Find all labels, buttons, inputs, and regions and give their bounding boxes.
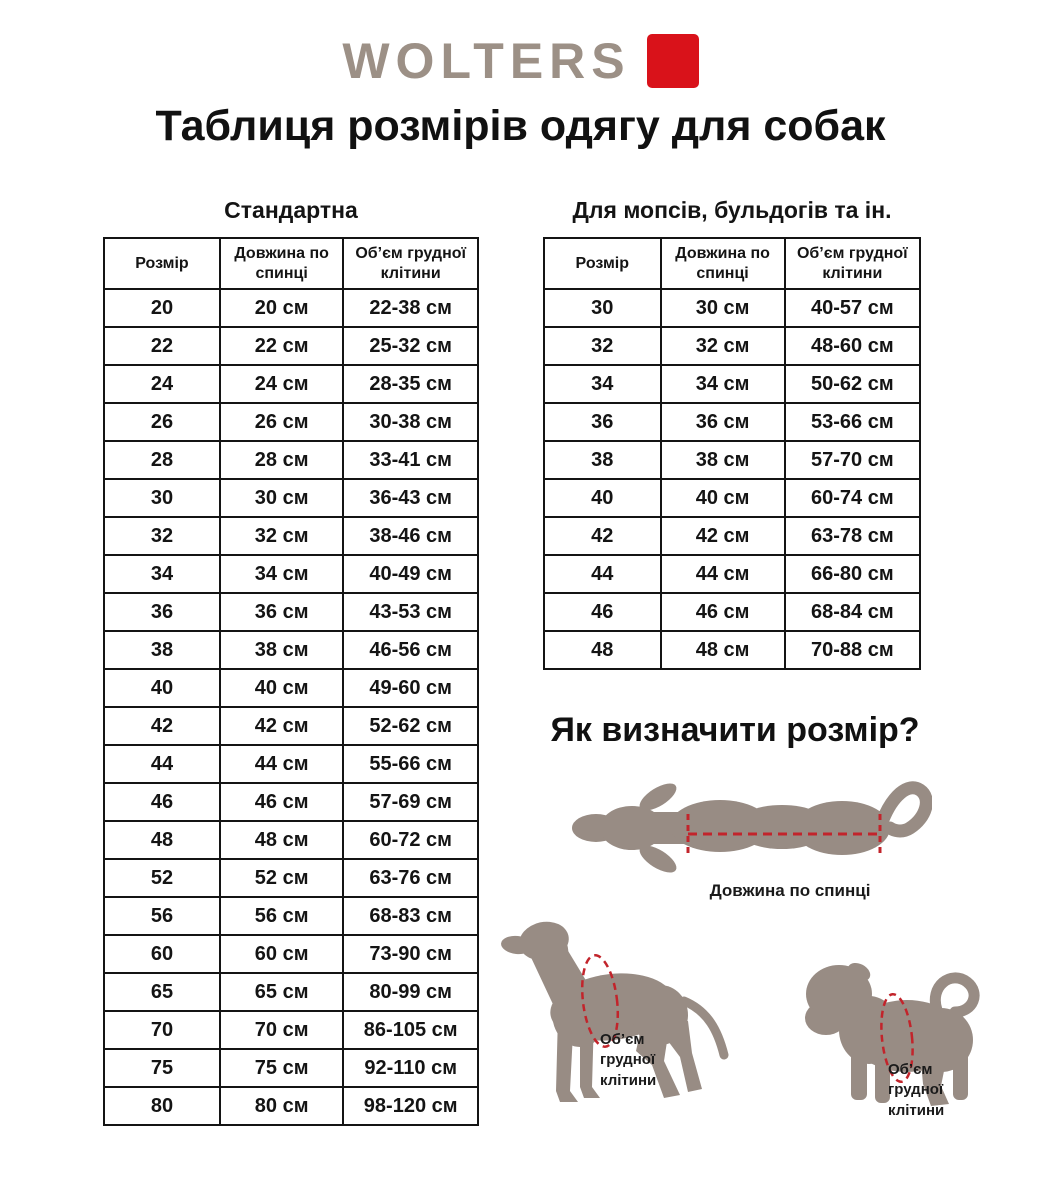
table-row bbox=[104, 1087, 478, 1125]
table-cell: 22-38 см bbox=[343, 289, 478, 327]
table-cell: 32 см bbox=[220, 517, 343, 555]
wolters-logo bbox=[0, 32, 1041, 90]
table-cell: 34 см bbox=[220, 555, 343, 593]
bulldogs-size-table bbox=[543, 237, 921, 670]
table-cell: 30 см bbox=[661, 289, 785, 327]
table-cell: 22 см bbox=[220, 327, 343, 365]
table-row bbox=[104, 783, 478, 821]
table-cell: 40 bbox=[544, 479, 661, 517]
table-cell: 56 см bbox=[220, 897, 343, 935]
table-cell: 40-57 см bbox=[785, 289, 920, 327]
table-cell: 46 см bbox=[661, 593, 785, 631]
table-row bbox=[104, 555, 478, 593]
table-row bbox=[104, 631, 478, 669]
table-cell: 20 bbox=[104, 289, 220, 327]
table-row bbox=[104, 479, 478, 517]
table-cell: 32 bbox=[544, 327, 661, 365]
table-cell: 65 см bbox=[220, 973, 343, 1011]
table-cell: 20 см bbox=[220, 289, 343, 327]
dog-tail bbox=[882, 788, 926, 831]
table-cell: 40 см bbox=[661, 479, 785, 517]
guide-title: Як визначити розмір? bbox=[550, 711, 920, 749]
table-cell: 70 см bbox=[220, 1011, 343, 1049]
table-cell: 73-90 см bbox=[343, 935, 478, 973]
table-cell: 38-46 см bbox=[343, 517, 478, 555]
table-cell: 60 bbox=[104, 935, 220, 973]
table-cell: 28-35 см bbox=[343, 365, 478, 403]
column-header-chest-volume: Об’єм грудної клітини bbox=[785, 238, 920, 289]
table-cell: 48-60 см bbox=[785, 327, 920, 365]
table-cell: 40 см bbox=[220, 669, 343, 707]
table-cell: 22 bbox=[104, 327, 220, 365]
standard-size-table bbox=[103, 237, 479, 1126]
table-cell: 28 см bbox=[220, 441, 343, 479]
column-header-back-length: Довжина по спинці bbox=[661, 238, 785, 289]
table-cell: 48 bbox=[544, 631, 661, 669]
table-row bbox=[104, 593, 478, 631]
table-cell: 24 см bbox=[220, 365, 343, 403]
table-cell: 36 см bbox=[661, 403, 785, 441]
table-cell: 26 см bbox=[220, 403, 343, 441]
table-row bbox=[544, 327, 920, 365]
column-header-size: Розмір bbox=[104, 238, 220, 289]
table-cell: 42 bbox=[544, 517, 661, 555]
table-cell: 34 см bbox=[661, 365, 785, 403]
table-cell: 80 bbox=[104, 1087, 220, 1125]
pug-curled-tail bbox=[935, 978, 974, 1012]
table-row bbox=[104, 821, 478, 859]
table-row bbox=[544, 289, 920, 327]
table-cell: 46 bbox=[104, 783, 220, 821]
column-header-size: Розмір bbox=[544, 238, 661, 289]
table-cell: 60 см bbox=[220, 935, 343, 973]
table-row bbox=[104, 745, 478, 783]
table-cell: 46 см bbox=[220, 783, 343, 821]
table-cell: 56 bbox=[104, 897, 220, 935]
table-cell: 63-78 см bbox=[785, 517, 920, 555]
table-cell: 34 bbox=[104, 555, 220, 593]
table-cell: 50-62 см bbox=[785, 365, 920, 403]
table-cell: 38 см bbox=[220, 631, 343, 669]
table-row bbox=[104, 707, 478, 745]
table-row bbox=[104, 289, 478, 327]
wolters-logo-red-square-icon bbox=[647, 34, 699, 88]
table-cell: 42 bbox=[104, 707, 220, 745]
bulldogs-table-title: Для мопсів, бульдогів та ін. bbox=[572, 197, 892, 223]
column-header-back-length: Довжина по спинці bbox=[220, 238, 343, 289]
table-row bbox=[544, 441, 920, 479]
dog-top-view-illustration bbox=[570, 770, 932, 888]
table-row bbox=[104, 1011, 478, 1049]
table-cell: 36-43 см bbox=[343, 479, 478, 517]
table-cell: 38 см bbox=[661, 441, 785, 479]
table-row bbox=[544, 365, 920, 403]
table-header-row bbox=[544, 238, 920, 289]
table-row bbox=[104, 859, 478, 897]
table-cell: 33-41 см bbox=[343, 441, 478, 479]
table-row bbox=[544, 517, 920, 555]
table-cell: 25-32 см bbox=[343, 327, 478, 365]
table-cell: 38 bbox=[544, 441, 661, 479]
table-cell: 52 см bbox=[220, 859, 343, 897]
table-cell: 38 bbox=[104, 631, 220, 669]
table-cell: 52-62 см bbox=[343, 707, 478, 745]
table-cell: 55-66 см bbox=[343, 745, 478, 783]
table-cell: 40-49 см bbox=[343, 555, 478, 593]
table-cell: 70 bbox=[104, 1011, 220, 1049]
table-cell: 66-80 см bbox=[785, 555, 920, 593]
table-cell: 28 bbox=[104, 441, 220, 479]
table-cell: 60-74 см bbox=[785, 479, 920, 517]
table-cell: 30-38 см bbox=[343, 403, 478, 441]
table-cell: 44 bbox=[544, 555, 661, 593]
standard-table-title: Стандартна bbox=[224, 197, 358, 223]
table-cell: 57-70 см bbox=[785, 441, 920, 479]
table-row bbox=[104, 935, 478, 973]
table-cell: 32 см bbox=[661, 327, 785, 365]
table-cell: 68-84 см bbox=[785, 593, 920, 631]
table-row bbox=[544, 403, 920, 441]
table-cell: 44 bbox=[104, 745, 220, 783]
table-cell: 86-105 см bbox=[343, 1011, 478, 1049]
bulldogs-table-section bbox=[543, 196, 921, 670]
table-row bbox=[104, 441, 478, 479]
table-row bbox=[104, 403, 478, 441]
table-cell: 44 см bbox=[220, 745, 343, 783]
table-cell: 75 см bbox=[220, 1049, 343, 1087]
table-row bbox=[104, 517, 478, 555]
table-cell: 42 см bbox=[661, 517, 785, 555]
table-cell: 63-76 см bbox=[343, 859, 478, 897]
table-cell: 36 bbox=[544, 403, 661, 441]
standard-table-section bbox=[103, 196, 479, 1126]
table-cell: 65 bbox=[104, 973, 220, 1011]
table-cell: 80-99 см bbox=[343, 973, 478, 1011]
table-cell: 43-53 см bbox=[343, 593, 478, 631]
table-cell: 36 см bbox=[220, 593, 343, 631]
table-cell: 48 см bbox=[661, 631, 785, 669]
table-cell: 75 bbox=[104, 1049, 220, 1087]
table-cell: 46-56 см bbox=[343, 631, 478, 669]
page-title: Таблиця розмірів одягу для собак bbox=[155, 102, 886, 150]
column-header-chest-volume: Об’єм грудної клітини bbox=[343, 238, 478, 289]
table-cell: 49-60 см bbox=[343, 669, 478, 707]
table-cell: 68-83 см bbox=[343, 897, 478, 935]
table-cell: 60-72 см bbox=[343, 821, 478, 859]
table-cell: 92-110 см bbox=[343, 1049, 478, 1087]
chest-volume-label: Об’єм грудної клітини bbox=[600, 1031, 657, 1089]
table-cell: 32 bbox=[104, 517, 220, 555]
table-cell: 52 bbox=[104, 859, 220, 897]
table-cell: 48 bbox=[104, 821, 220, 859]
table-header-row bbox=[104, 238, 478, 289]
table-cell: 24 bbox=[104, 365, 220, 403]
table-row bbox=[544, 555, 920, 593]
table-cell: 46 bbox=[544, 593, 661, 631]
table-cell: 34 bbox=[544, 365, 661, 403]
table-cell: 30 см bbox=[220, 479, 343, 517]
table-cell: 48 см bbox=[220, 821, 343, 859]
wolters-logo-text: WOLTERS bbox=[342, 33, 631, 89]
table-row bbox=[104, 365, 478, 403]
table-cell: 40 bbox=[104, 669, 220, 707]
table-cell: 70-88 см bbox=[785, 631, 920, 669]
table-cell: 53-66 см bbox=[785, 403, 920, 441]
table-row bbox=[104, 973, 478, 1011]
table-cell: 30 bbox=[544, 289, 661, 327]
table-row bbox=[104, 897, 478, 935]
table-row bbox=[104, 669, 478, 707]
table-cell: 36 bbox=[104, 593, 220, 631]
chest-volume-label: Об’єм грудної клітини bbox=[888, 1061, 945, 1119]
table-row bbox=[104, 327, 478, 365]
table-cell: 44 см bbox=[661, 555, 785, 593]
table-row bbox=[104, 1049, 478, 1087]
table-cell: 80 см bbox=[220, 1087, 343, 1125]
table-row bbox=[544, 479, 920, 517]
back-length-label: Довжина по спинці bbox=[709, 881, 871, 900]
table-cell: 57-69 см bbox=[343, 783, 478, 821]
table-cell: 30 bbox=[104, 479, 220, 517]
table-row bbox=[544, 593, 920, 631]
table-cell: 26 bbox=[104, 403, 220, 441]
table-cell: 42 см bbox=[220, 707, 343, 745]
table-cell: 98-120 см bbox=[343, 1087, 478, 1125]
table-row bbox=[544, 631, 920, 669]
